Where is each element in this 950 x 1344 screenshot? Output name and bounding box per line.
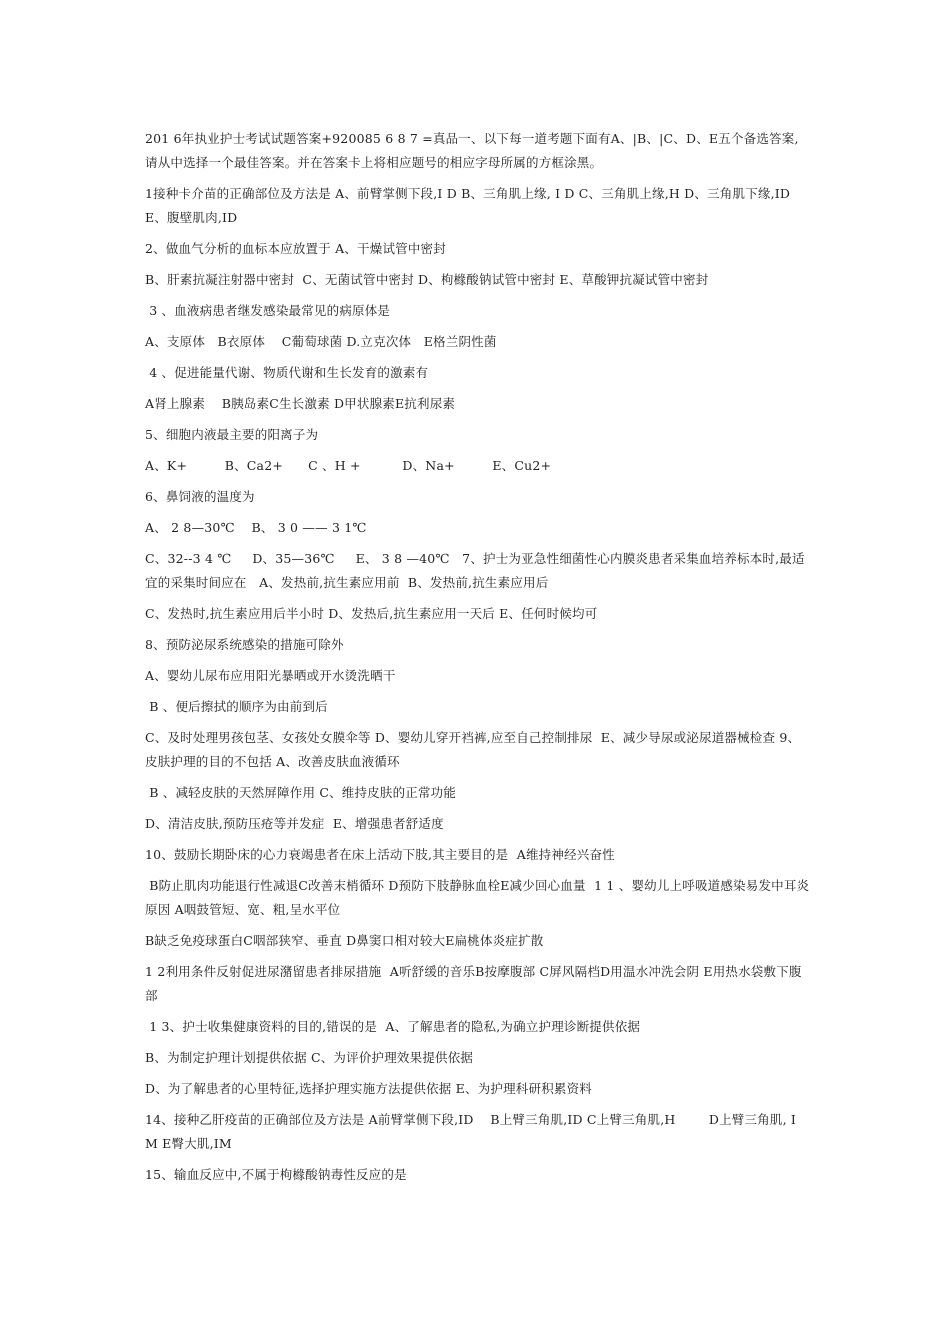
question-6-options-b-question-7: C、32--3 4 ℃ D、35—36℃ E、 3 8 —40℃ 7、护士为亚急性细菌性心内膜炎患者采集血培养标本时,最适宜的采集时间应在 A、发热前,抗生素应用前 B、发热前,抗生素应用后 <box>145 551 805 590</box>
question-8-option-b: B 、便后擦拭的顺序为由前到后 <box>145 699 328 714</box>
question-1: 1接种卡介苗的正确部位及方法是 A、前臂掌侧下段,I D B、三角肌上缘, I D C、三角肌上缘,H D、三角肌下缘,ID E、腹壁肌肉,ID <box>145 186 795 225</box>
question-13: 1 3、护士收集健康资料的目的,错误的是 A、了解患者的隐私,为确立护理诊断提供依据 <box>145 1019 641 1034</box>
question-5: 5、细胞内液最主要的阳离子为 <box>145 427 319 442</box>
question-15: 15、输血反应中,不属于枸橼酸钠毒性反应的是 <box>145 1167 407 1182</box>
question-8-option-a: A、婴幼儿尿布应用阳光暴晒或开水烫洗晒干 <box>145 668 396 683</box>
question-9-options-d-e: D、清洁皮肤,预防压疮等并发症 E、增强患者舒适度 <box>145 816 444 831</box>
question-7-options: C、发热时,抗生素应用后半小时 D、发热后,抗生素应用一天后 E、任何时候均可 <box>145 606 598 621</box>
question-13-options-b-c: B、为制定护理计划提供依据 C、为评价护理效果提供依据 <box>145 1050 474 1065</box>
document-page <box>145 127 810 1194</box>
question-8: 8、预防泌尿系统感染的措施可除外 <box>145 637 344 652</box>
question-12: 1 2利用条件反射促进尿潴留患者排尿措施 A听舒缓的音乐B按摩腹部 C屏风隔档D用温水冲洗会阴 E用热水袋敷下腹部 <box>145 964 802 1003</box>
intro-paragraph: 201 6年执业护士考试试题答案+920085 6 8 7 =真品一、以下每一道考题下面有A、|B、|C、D、E五个备选答案,请从中选择一个最佳答案。并在答案卡上将相应题号的相应字母所属的方框涂黑。 <box>145 131 799 170</box>
question-4-options: A肾上腺素 B胰岛素C生长激素 D甲状腺素E抗利尿素 <box>145 396 456 411</box>
question-6-options-a: A、 2 8—30℃ B、 3 0 —— 3 1℃ <box>145 520 367 535</box>
question-3-options: A、支原体 B衣原体 C葡萄球菌 D.立克次体 E格兰阴性菌 <box>145 334 497 349</box>
question-5-options: A、K+ B、Ca2+ C 、H + D、Na+ E、Cu2+ <box>145 458 552 473</box>
question-10-options-question-11: B防止肌肉功能退行性减退C改善末梢循环 D预防下肢静脉血栓E减少回心血量 1 1 、婴幼儿上呼吸道感染易发中耳炎原因 A咽鼓管短、宽、粗,呈水平位 <box>145 878 810 917</box>
question-13-options-d-e: D、为了解患者的心里特征,选择护理实施方法提供依据 E、为护理科研积累资料 <box>145 1081 592 1096</box>
question-4: 4 、促进能量代谢、物质代谢和生长发育的激素有 <box>145 365 429 380</box>
question-6: 6、鼻饲液的温度为 <box>145 489 255 504</box>
question-9-options-b-c: B 、减轻皮肤的天然屏障作用 C、维持皮肤的正常功能 <box>145 785 457 800</box>
question-11-options: B缺乏免疫球蛋白C咽部狭窄、垂直 D鼻窦口相对较大E扁桃体炎症扩散 <box>145 933 544 948</box>
question-8-options-c-e-question-9: C、及时处理男孩包茎、女孩处女膜伞等 D、婴幼儿穿开裆裤,应至自己控制排尿 E、减少导尿或泌尿道器械检查 9、皮肤护理的目的不包括 A、改善皮肤血液循环 <box>145 730 801 769</box>
question-10: 10、鼓励长期卧床的心力衰竭患者在床上活动下肢,其主要目的是 A维持神经兴奋性 <box>145 847 615 862</box>
question-2-options: B、肝素抗凝注射器中密封 C、无菌试管中密封 D、枸橼酸钠试管中密封 E、草酸钾抗凝试管中密封 <box>145 272 709 287</box>
question-3: 3 、血液病患者继发感染最常见的病原体是 <box>145 303 391 318</box>
question-14: 14、接种乙肝疫苗的正确部位及方法是 A前臂掌侧下段,ID B上臂三角肌,ID C上臂三角肌,H D上臂三角肌, I M E臀大肌,IM <box>145 1112 801 1151</box>
question-2: 2、做血气分析的血标本应放置于 A、干燥试管中密封 <box>145 241 446 256</box>
